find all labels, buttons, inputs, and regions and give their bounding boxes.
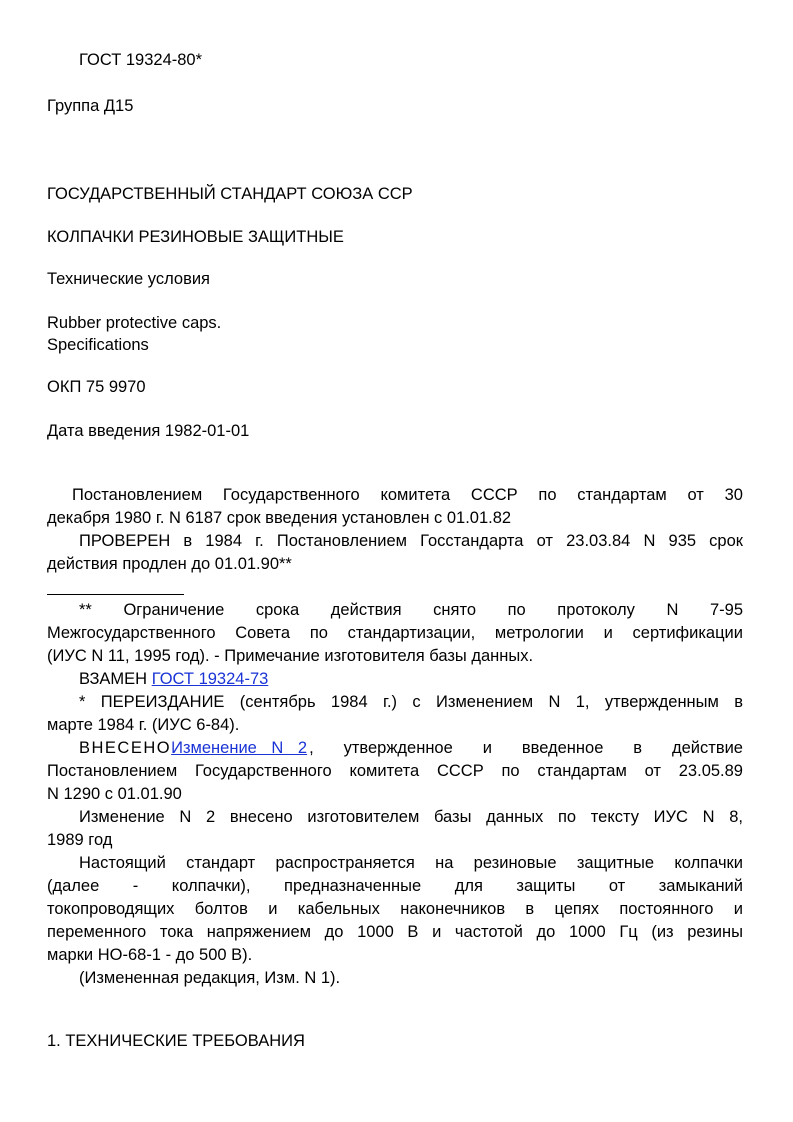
reissue-line-1: * ПЕРЕИЗДАНИЕ (сентябрь 1984 г.) с Изменением N 1, утвержденным в [79, 693, 743, 711]
amendment-line-3: N 1290 с 01.01.90 [47, 785, 182, 803]
standard-org: ГОСУДАРСТВЕННЫЙ СТАНДАРТ СОЮЗА ССР [47, 185, 413, 203]
amendment-link[interactable]: Изменение N 2 [171, 739, 308, 757]
para-1-line-1: Постановлением Государственного комитета СССР по стандартам от 30 [72, 486, 743, 504]
amendment-prefix: ВНЕСЕНО [79, 739, 172, 757]
para-1-line-2: декабря 1980 г. N 6187 срок введения установлен с 01.01.82 [47, 509, 512, 527]
reissue-line-2: марте 1984 г. (ИУС 6-84). [47, 716, 240, 734]
title-en-line-1: Rubber protective caps. [47, 314, 222, 332]
gost-number: ГОСТ 19324-80* [79, 51, 203, 69]
footnote-line-2: Межгосударственного Совета по стандартизации, метрологии и сертификации [47, 624, 743, 642]
group-label: Группа Д15 [47, 97, 134, 115]
edited-note: (Измененная редакция, Изм. N 1). [79, 969, 341, 987]
replaced-standard-link[interactable]: ГОСТ 19324-73 [151, 670, 269, 688]
doc-subtitle: Технические условия [47, 270, 210, 288]
footnote-divider [47, 594, 184, 595]
replaces-line [79, 669, 268, 689]
replaces-prefix: ВЗАМЕН [79, 670, 148, 688]
para-2-line-2: действия продлен до 01.01.90** [47, 555, 292, 573]
amendment-line-2: Постановлением Государственного комитета СССР по стандартам от 23.05.89 [47, 762, 743, 780]
scope-line-1: Настоящий стандарт распространяется на резиновые защитные колпачки [79, 854, 743, 872]
section-heading-1: 1. ТЕХНИЧЕСКИЕ ТРЕБОВАНИЯ [47, 1032, 305, 1050]
footnote-line-3: (ИУС N 11, 1995 год). - Примечание изготовителя базы данных. [47, 647, 534, 665]
change-note-line-2: 1989 год [47, 831, 113, 849]
amendment-line-1 [79, 738, 743, 758]
scope-line-3: токопроводящих болтов и кабельных наконечников в цепях постоянного и [47, 900, 743, 918]
scope-line-5: марки НО-68-1 - до 500 В). [47, 946, 253, 964]
okp-code: ОКП 75 9970 [47, 378, 146, 396]
title-en-line-2: Specifications [47, 336, 149, 354]
change-note-line-1: Изменение N 2 внесено изготовителем базы данных по тексту ИУС N 8, [79, 808, 743, 826]
intro-date: Дата введения 1982-01-01 [47, 422, 250, 440]
scope-line-4: переменного тока напряжением до 1000 В и частотой до 1000 Гц (из резины [47, 923, 743, 941]
amendment-rest: , утвержденное и введенное в действие [309, 739, 743, 757]
para-2-line-1: ПРОВЕРЕН в 1984 г. Постановлением Госстандарта от 23.03.84 N 935 срок [79, 532, 743, 550]
scope-line-2: (далее - колпачки), предназначенные для защиты от замыканий [47, 877, 743, 895]
doc-title: КОЛПАЧКИ РЕЗИНОВЫЕ ЗАЩИТНЫЕ [47, 228, 344, 246]
footnote-line-1: ** Ограничение срока действия снято по протоколу N 7-95 [79, 601, 743, 619]
